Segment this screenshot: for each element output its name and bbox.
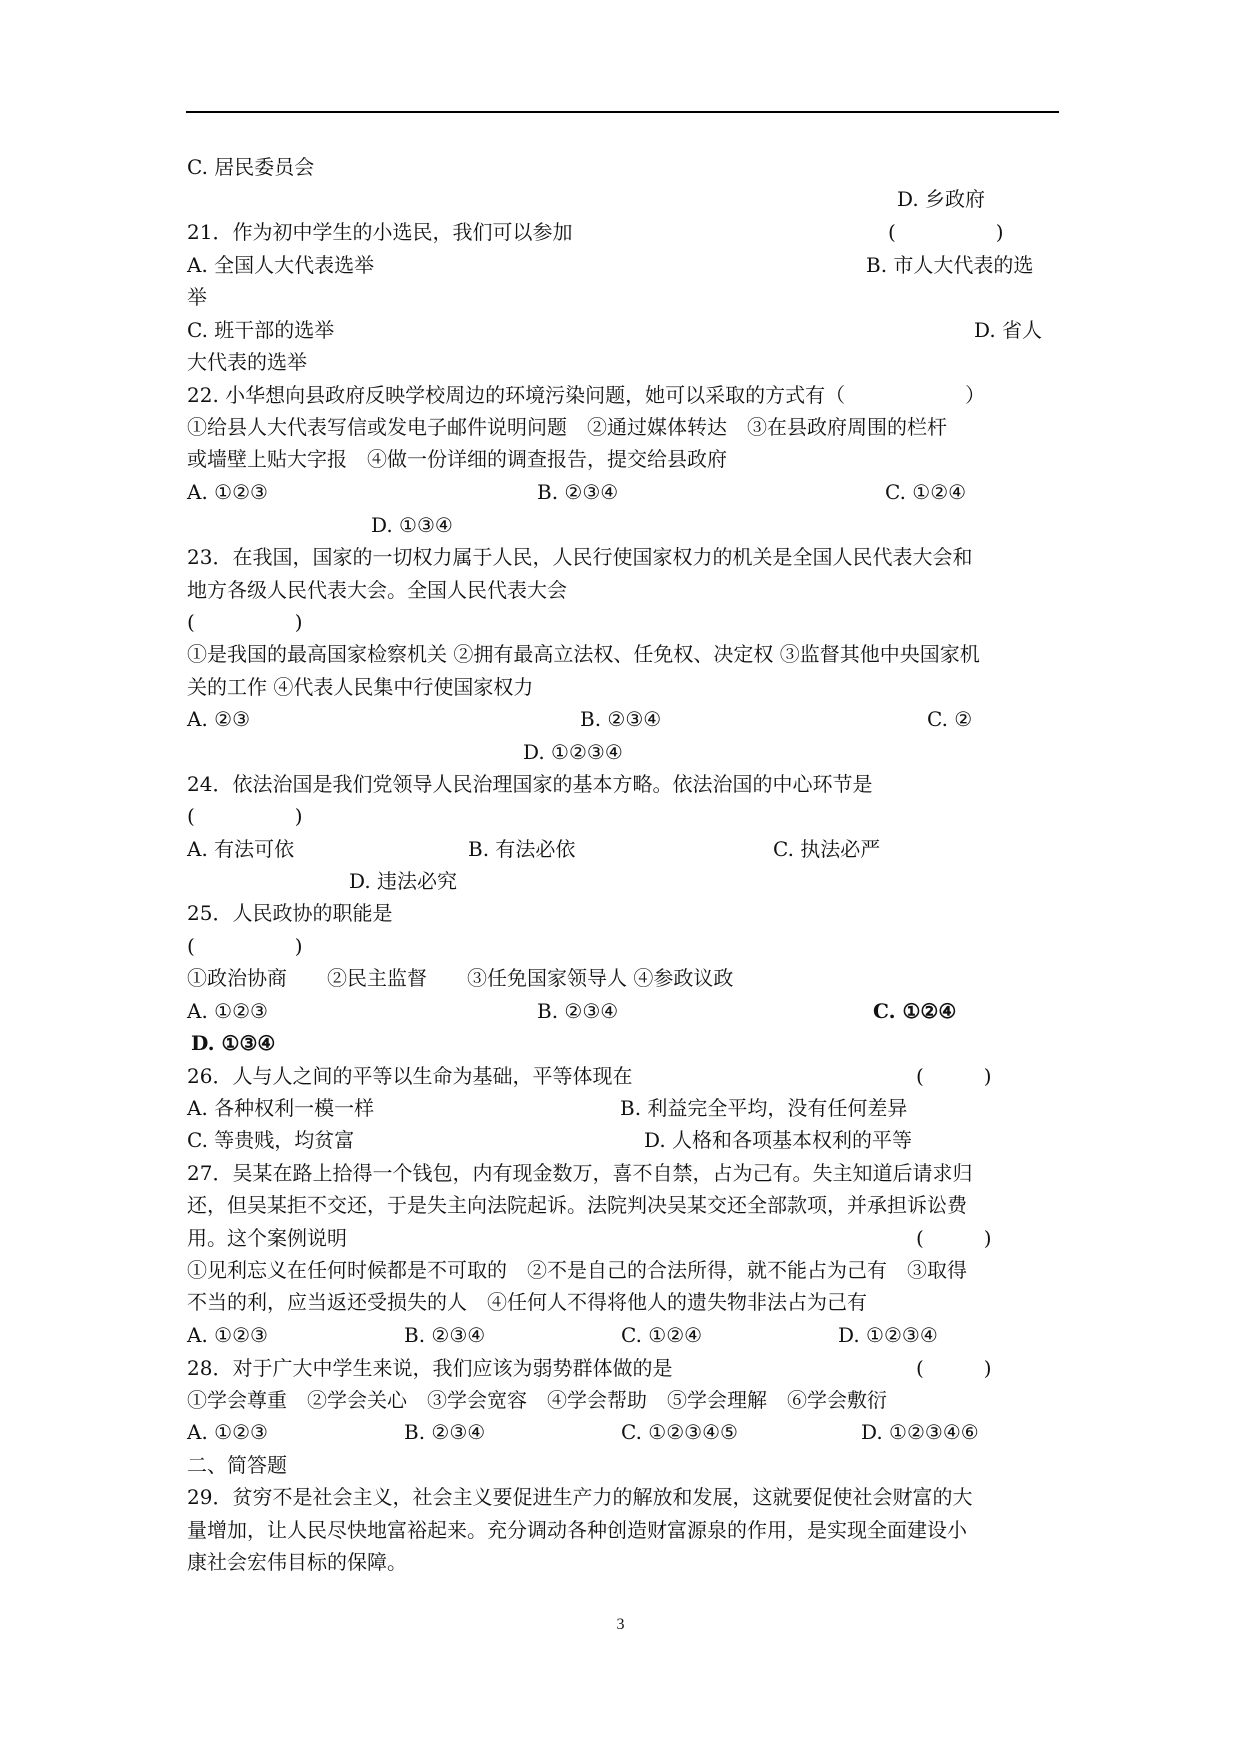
- text-line: 大代表的选举: [187, 350, 307, 374]
- text-line: B. ②③④: [580, 707, 662, 731]
- text-line: ①政治协商 ②民主监督 ③任免国家领导人 ④参政议政: [187, 966, 734, 990]
- page-number: 3: [616, 1616, 625, 1633]
- text-line: ( ): [187, 610, 303, 634]
- text-line: B. ②③④: [537, 480, 619, 504]
- text-line: B. ②③④: [404, 1323, 486, 1347]
- text-line: ( ): [187, 804, 303, 828]
- text-line: B. ②③④: [404, 1420, 486, 1444]
- text-line: D. ①②③④⑥: [861, 1420, 979, 1444]
- text-line: 地方各级人民代表大会。全国人民代表大会: [187, 578, 567, 602]
- text-line: 量增加，让人民尽快地富裕起来。充分调动各种创造财富源泉的作用，是实现全面建设小: [187, 1518, 967, 1542]
- text-line: 22. 小华想向县政府反映学校周边的环境污染问题，她可以采取的方式有（ ）: [187, 383, 986, 407]
- text-line: C. ①②③④⑤: [621, 1420, 738, 1444]
- text-line: D. 乡政府: [897, 187, 986, 211]
- text-line: D. 省人: [974, 318, 1043, 342]
- text-line: C. 班干部的选举: [187, 318, 335, 342]
- text-line: 25．人民政协的职能是: [187, 901, 393, 925]
- text-line: A. 有法可依: [187, 837, 295, 861]
- text-line: B. 市人大代表的选: [866, 253, 1034, 277]
- text-line: 24．依法治国是我们党领导人民治理国家的基本方略。依法治国的中心环节是: [187, 772, 873, 796]
- text-line: A. ①②③: [187, 999, 268, 1023]
- text-line: 或墙壁上贴大字报 ④做一份详细的调查报告，提交给县政府: [187, 447, 727, 471]
- text-line: ( ): [916, 1064, 992, 1088]
- text-line: 28．对于广大中学生来说，我们应该为弱势群体做的是: [187, 1356, 673, 1380]
- text-line: D. ①②③④: [523, 740, 623, 764]
- text-line: ①给县人大代表写信或发电子邮件说明问题 ②通过媒体转达 ③在县政府周围的栏杆: [187, 415, 947, 439]
- header-rule: [186, 111, 1059, 113]
- text-line: D. ①③④: [191, 1031, 276, 1055]
- text-line: ( ): [187, 934, 303, 958]
- text-line: C. 执法必严: [773, 837, 881, 861]
- text-line: C. ①②④: [621, 1323, 703, 1347]
- text-line: ①见利忘义在任何时候都是不可取的 ②不是自己的合法所得，就不能占为己有 ③取得: [187, 1258, 967, 1282]
- text-line: D. ①②③④: [838, 1323, 938, 1347]
- text-line: A. ②③: [187, 707, 251, 731]
- text-line: 29．贫穷不是社会主义，社会主义要促进生产力的解放和发展，这就要促使社会财富的大: [187, 1485, 973, 1509]
- text-line: C. ①②④: [885, 480, 967, 504]
- text-line: B. 利益完全平均，没有任何差异: [620, 1096, 908, 1120]
- text-line: 康社会宏伟目标的保障。: [187, 1550, 407, 1574]
- text-line: C. ②: [927, 707, 973, 731]
- text-line: ①学会尊重 ②学会关心 ③学会宽容 ④学会帮助 ⑤学会理解 ⑥学会敷衍: [187, 1388, 887, 1412]
- text-line: D. ①③④: [371, 513, 453, 537]
- text-line: B. ②③④: [537, 999, 619, 1023]
- text-line: ( ): [916, 1226, 992, 1250]
- text-line: A. ①②③: [187, 1420, 268, 1444]
- text-line: D. 人格和各项基本权利的平等: [644, 1128, 913, 1152]
- text-line: 用。这个案例说明: [187, 1226, 347, 1250]
- text-line: ( ): [888, 220, 1004, 244]
- text-line: ( ): [916, 1356, 992, 1380]
- text-line: 关的工作 ④代表人民集中行使国家权力: [187, 675, 534, 699]
- text-line: 举: [187, 285, 207, 309]
- text-line: 21．作为初中学生的小选民，我们可以参加: [187, 220, 573, 244]
- text-line: 不当的利，应当返还受损失的人 ④任何人不得将他人的遗失物非法占为己有: [187, 1290, 867, 1314]
- text-line: 还，但吴某拒不交还，于是失主向法院起诉。法院判决吴某交还全部款项，并承担诉讼费: [187, 1193, 967, 1217]
- text-line: 27．吴某在路上拾得一个钱包，内有现金数万，喜不自禁，占为己有。失主知道后请求归: [187, 1161, 973, 1185]
- text-line: A. ①②③: [187, 1323, 268, 1347]
- text-line: C. 居民委员会: [187, 155, 315, 179]
- text-line: 23．在我国，国家的一切权力属于人民，人民行使国家权力的机关是全国人民代表大会和: [187, 545, 973, 569]
- section-heading: 二、简答题: [187, 1453, 287, 1477]
- text-line: A. 各种权利一模一样: [187, 1096, 375, 1120]
- text-line: D. 违法必究: [349, 869, 458, 893]
- text-line: A. ①②③: [187, 480, 268, 504]
- text-line: 26．人与人之间的平等以生命为基础，平等体现在: [187, 1064, 633, 1088]
- text-line: B. 有法必依: [468, 837, 576, 861]
- text-line: ①是我国的最高国家检察机关 ②拥有最高立法权、任免权、决定权 ③监督其他中央国家机: [187, 642, 980, 666]
- text-line: C. ①②④: [873, 999, 957, 1023]
- text-line: A. 全国人大代表选举: [187, 253, 375, 277]
- text-line: C. 等贵贱，均贫富: [187, 1128, 355, 1152]
